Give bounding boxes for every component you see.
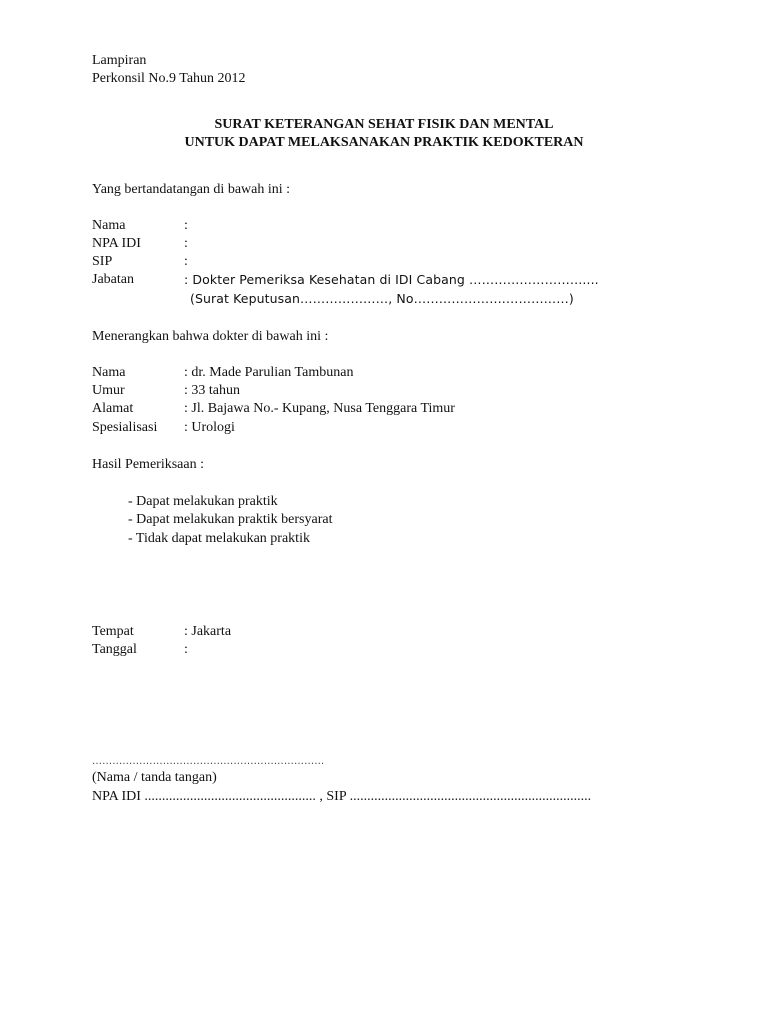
doctor-alamat-value: : Jl. Bajawa No.- Kupang, Nusa Tenggara Timur bbox=[184, 401, 455, 416]
tanggal-value: : bbox=[184, 642, 188, 657]
header-perkonsil: Perkonsil No.9 Tahun 2012 bbox=[92, 71, 246, 86]
doctor-spesialisasi-value: : Urologi bbox=[184, 420, 235, 435]
doctor-umur-value: : 33 tahun bbox=[184, 383, 240, 398]
statement-text: Menerangkan bahwa dokter di bawah ini : bbox=[92, 329, 329, 344]
tempat-value: : Jakarta bbox=[184, 624, 232, 639]
hasil-option: - Tidak dapat melakukan praktik bbox=[128, 531, 310, 546]
signer-npa-value: : bbox=[184, 236, 188, 251]
doctor-spesialisasi-label: Spesialisasi bbox=[92, 420, 158, 435]
intro-text: Yang bertandatangan di bawah ini : bbox=[92, 182, 291, 197]
signer-npa-label: NPA IDI bbox=[92, 236, 141, 251]
signer-sip-value: : bbox=[184, 254, 188, 269]
doctor-nama-value: : dr. Made Parulian Tambunan bbox=[184, 365, 354, 380]
signature-dotted-line: …………………………………………………………… bbox=[92, 756, 325, 767]
doctor-alamat-label: Alamat bbox=[92, 401, 134, 416]
document-title-line1: SURAT KETERANGAN SEHAT FISIK DAN MENTAL bbox=[214, 117, 554, 132]
hasil-option: - Dapat melakukan praktik bersyarat bbox=[128, 512, 333, 527]
header-lampiran: Lampiran bbox=[92, 53, 147, 68]
signer-sip-label: SIP bbox=[92, 254, 113, 269]
signature-caption: (Nama / tanda tangan) bbox=[92, 770, 217, 785]
doctor-nama-label: Nama bbox=[92, 365, 126, 380]
signer-nama-label: Nama bbox=[92, 218, 126, 233]
doctor-umur-label: Umur bbox=[92, 383, 125, 398]
hasil-label: Hasil Pemeriksaan : bbox=[92, 457, 204, 472]
document-title-line2: UNTUK DAPAT MELAKSANAKAN PRAKTIK KEDOKTERAN bbox=[184, 135, 584, 150]
hasil-option: - Dapat melakukan praktik bbox=[128, 494, 278, 509]
signer-sk-line: (Surat Keputusan…………………, No………………….……………) bbox=[190, 291, 574, 306]
signer-jabatan-label: Jabatan bbox=[92, 272, 134, 287]
signature-npa-sip-line: NPA IDI ................................................. , SIP ..................................................................... bbox=[92, 789, 592, 804]
signer-jabatan-value: : Dokter Pemeriksa Kesehatan di IDI Cabang ……………………….... bbox=[184, 272, 599, 287]
tempat-label: Tempat bbox=[92, 624, 134, 639]
tanggal-label: Tanggal bbox=[92, 642, 137, 657]
signer-nama-value: : bbox=[184, 218, 188, 233]
